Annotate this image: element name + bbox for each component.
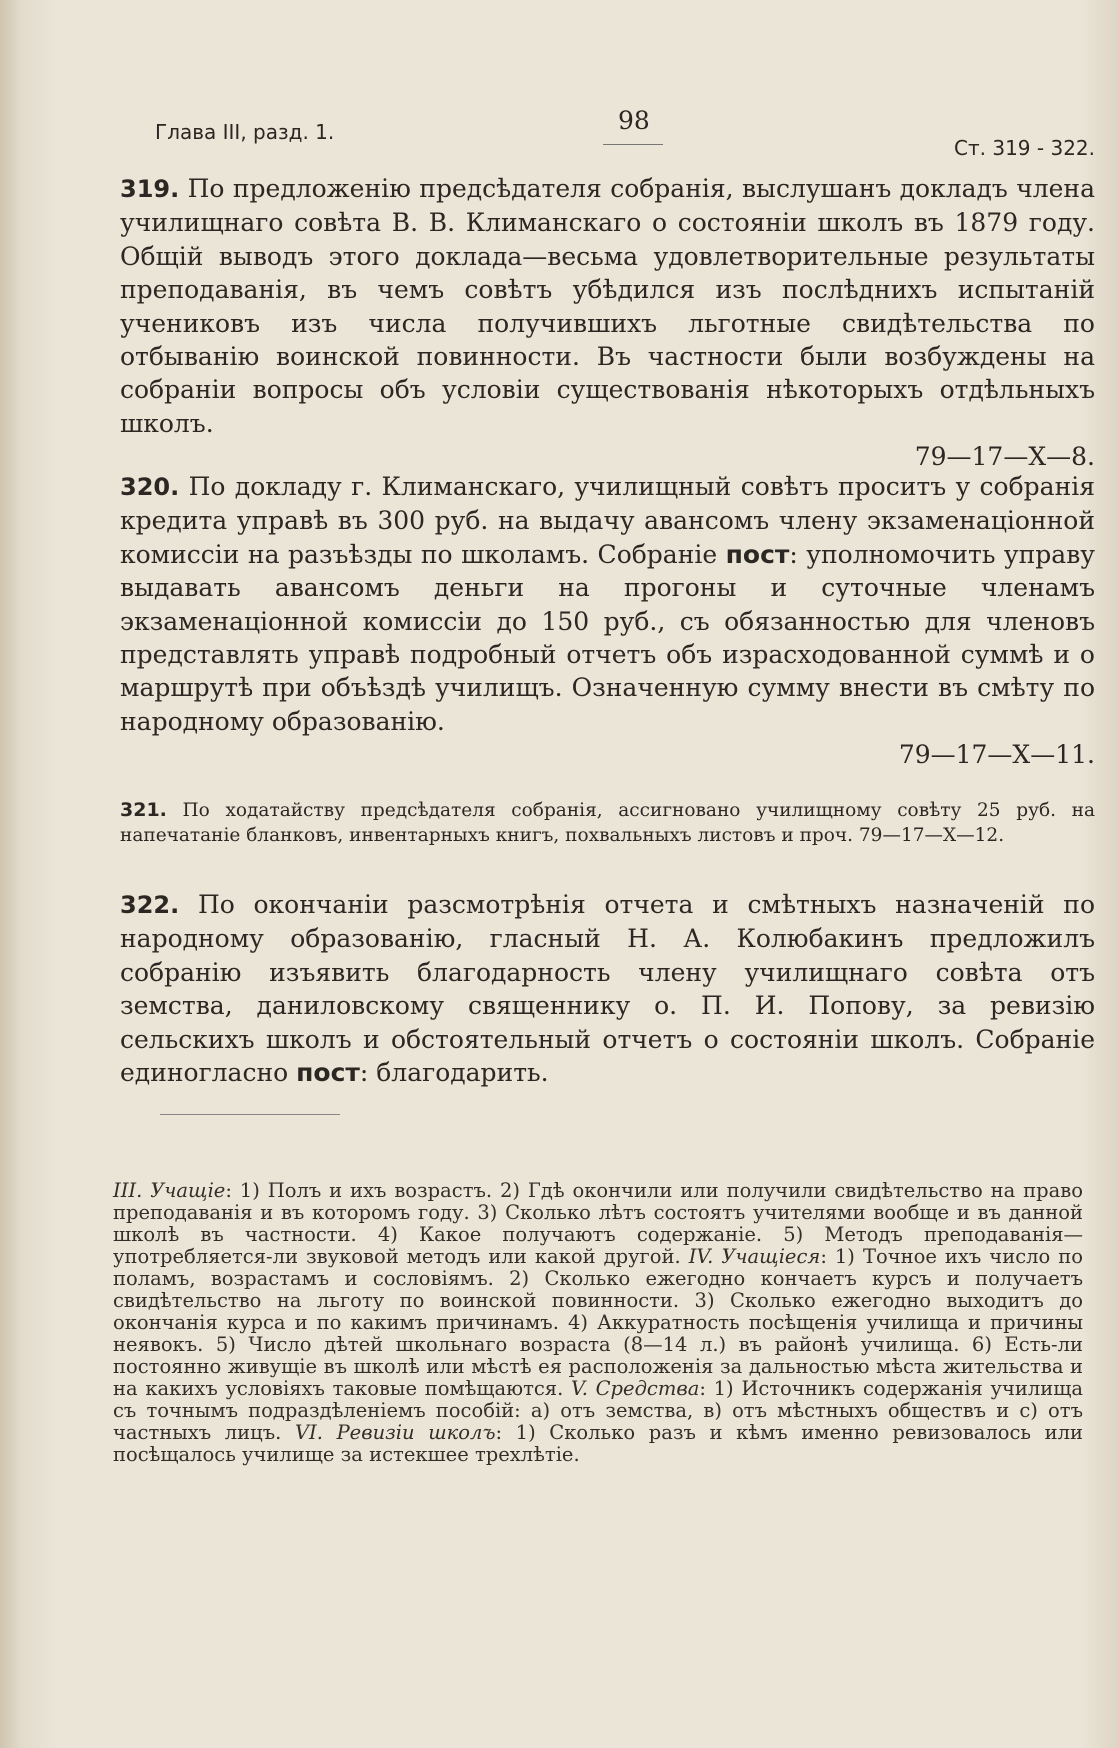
article-number: 322. [120,891,180,919]
resolution-keyword: пост [725,539,790,569]
article-number: 321. [120,799,167,821]
article-319 [120,172,1095,474]
page-header [155,106,1095,162]
footnote [113,1180,1083,1466]
article-322 [120,888,1095,1089]
footnote-section-text: : 1) Источникъ содержанія училища съ точнымъ подраздѣленіемъ пособій: а) отъ земства, в) отъ мѣстныхъ обществъ и с) отъ частныхъ лицъ. [113,1377,1083,1444]
article-text: По предложенію предсѣдателя собранія, выслушанъ докладъ члена училищнаго совѣта В. В. Климанскаго о состояніи школъ въ 1879 году. Общій выводъ этого доклада—весьма удовлетворительные результаты преподаванія, въ чемъ совѣтъ убѣдился изъ послѣднихъ испытаній учениковъ изъ числа получившихъ льготные свидѣтельства по отбыванію воинской повинности. Въ частности были возбуждены на собраніи вопросы объ условіи существованія нѣкоторыхъ отдѣльныхъ школъ. [120,174,1095,438]
footnote-divider [160,1114,340,1115]
article-text: По докладу г. Климанскаго, училищный совѣтъ проситъ у собранія кредита управѣ въ 300 руб. на выдачу авансомъ члену экзаменаціонной комиссіи на разъѣзды по школамъ. Собраніе [120,472,1095,569]
footnote-section-title: III. Учащіе [113,1179,226,1202]
article-text: По ходатайству предсѣдателя собранія, ассигновано училищному совѣту 25 руб. на напечатаніе бланковъ, инвентарныхъ книгъ, похвальныхъ листовъ и проч. [120,800,1095,846]
footnote-section-text: : 1) Полъ и ихъ возрастъ. 2) Гдѣ окончили или получили свидѣтельство на право преподаванія и въ которомъ году. 3) Сколько лѣтъ состоятъ учителями вообще и въ данной школѣ въ частности. 4) Какое получаютъ содержаніе. 5) Методъ преподаванія—употребляется-ли звуковой методъ или какой другой. [113,1179,1083,1268]
article-text-continued: : благодарить. [359,1058,549,1088]
resolution-keyword: пост [296,1058,360,1088]
article-reference: 79—17—X—12. [858,825,1005,846]
article-text-continued: : уполномочить управу выдавать авансомъ деньги на прогоны и суточные членамъ экзаменаціонной комиссіи до 150 руб., съ обязанностью для членовъ представлять управѣ подробный отчетъ объ израсходованной суммѣ и о маршрутѣ при объѣздѣ училищъ. Означенную сумму внести въ смѣту по народному образованію. [120,539,1095,736]
article-number: 319. [120,175,180,203]
article-reference: 79—17—X—11. [898,740,1095,770]
article-320 [120,470,1095,772]
article-reference: 79—17—X—8. [914,442,1095,472]
footnote-section-text: : 1) Точное ихъ число по поламъ, возрастамъ и сословіямъ. 2) Сколько ежегодно кончаетъ курсъ и получаетъ свидѣтельство на льготу по воинской повинности. 3) Сколько ежегодно выходитъ до окончанія курса и по какимъ причинамъ. 4) Аккуратность посѣщенія училища и причины неявокъ. 5) Число дѣтей школьнаго возраста (8—14 л.) въ районѣ училища. 6) Есть-ли постоянно живущіе въ школѣ или мѣстѣ ея расположенія за дальностью мѣста жительства и на какихъ условіяхъ таковые помѣщаются. [113,1245,1084,1400]
footnote-section-title: VI. Ревизіи школъ [294,1421,496,1444]
article-number: 320. [120,473,180,501]
footnote-section-text: : 1) Сколько разъ и кѣмъ именно ревизовалось или посѣщалось училище за истекшее трехлѣтіе. [113,1421,1083,1466]
article-321 [120,798,1095,848]
page-number: 98 [618,106,650,135]
footnote-section-title: IV. Учащіеся [688,1245,821,1268]
article-text: По окончаніи разсмотрѣнія отчета и смѣтныхъ назначеній по народному образованію, гласный Н. А. Колюбакинъ предложилъ собранію изъявить благодарность члену училищнаго совѣта отъ земства, даниловскому священнику о. П. И. Попову, за ревизію сельскихъ школъ и обстоятельный отчетъ о состояніи школъ. Собраніе единогласно [120,890,1095,1088]
page-number-rule [603,144,663,145]
chapter-section-label: Глава III, разд. 1. [155,120,335,144]
article-range-label: Ст. 319 - 322. [954,136,1095,160]
footnote-section-title: V. Средства [571,1377,700,1400]
